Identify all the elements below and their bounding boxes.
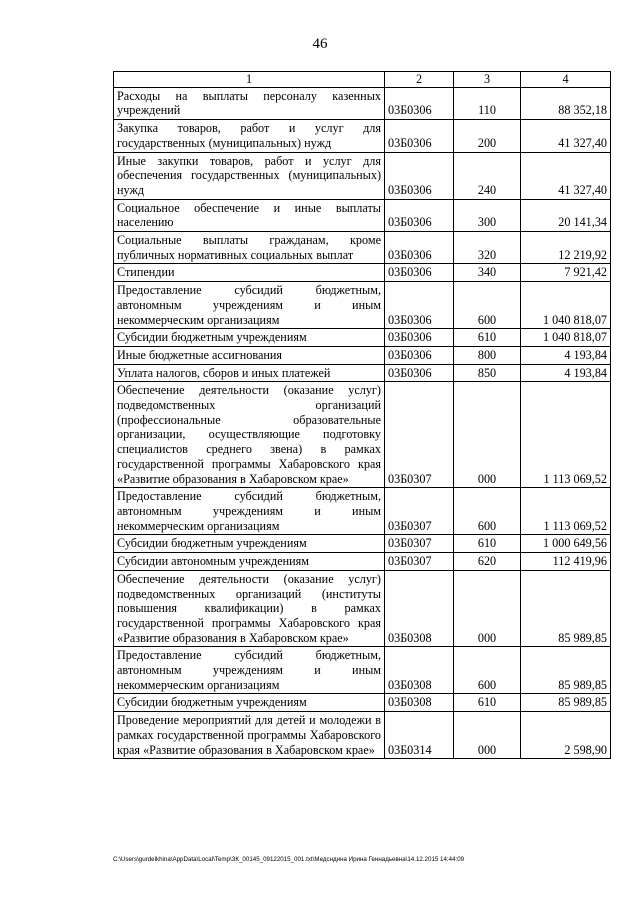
table-row	[114, 199, 611, 231]
row-name-cell: Субсидии бюджетным учреждениям	[114, 694, 385, 712]
table-row	[114, 647, 611, 694]
column-header-code: 2	[385, 72, 454, 88]
table-row	[114, 120, 611, 152]
file-path-footer: C:\Users\gurdelkhina\AppData\Local\Temp\ЗК_00145_09122015_001.txt\Медсндина Ирина Геннадьевна\14.12.2015 14:44:09	[113, 856, 465, 863]
row-amount-cell: 85 989,85	[521, 647, 611, 694]
row-code-cell: 03Б0306	[385, 152, 454, 199]
row-name-cell: Предоставление субсидий бюджетным, автономным учреждениям и иным некоммерческим организациям	[114, 488, 385, 535]
row-type-cell: 610	[454, 694, 521, 712]
row-name-cell: Субсидии автономным учреждениям	[114, 553, 385, 571]
row-type-cell: 110	[454, 87, 521, 119]
table-row	[114, 712, 611, 759]
table-body	[114, 87, 611, 759]
row-type-cell: 240	[454, 152, 521, 199]
row-type-cell: 850	[454, 364, 521, 382]
row-code-cell: 03Б0306	[385, 120, 454, 152]
row-code-cell: 03Б0307	[385, 488, 454, 535]
row-code-cell: 03Б0306	[385, 232, 454, 264]
table-row	[114, 694, 611, 712]
row-amount-cell: 20 141,34	[521, 199, 611, 231]
row-amount-cell: 2 598,90	[521, 712, 611, 759]
table-row	[114, 364, 611, 382]
column-header-amount: 4	[521, 72, 611, 88]
row-name-cell: Социальные выплаты гражданам, кроме публичных нормативных социальных выплат	[114, 232, 385, 264]
row-type-cell: 600	[454, 282, 521, 329]
row-amount-cell: 41 327,40	[521, 152, 611, 199]
table-row	[114, 232, 611, 264]
row-name-cell: Предоставление субсидий бюджетным, автономным учреждениям и иным некоммерческим организациям	[114, 282, 385, 329]
row-amount-cell: 7 921,42	[521, 264, 611, 282]
row-amount-cell: 1 113 069,52	[521, 488, 611, 535]
row-name-cell: Закупка товаров, работ и услуг для государственных (муниципальных) нужд	[114, 120, 385, 152]
row-type-cell: 610	[454, 535, 521, 553]
table-row	[114, 152, 611, 199]
page-number: 46	[312, 36, 328, 52]
row-code-cell: 03Б0308	[385, 570, 454, 647]
row-amount-cell: 1 000 649,56	[521, 535, 611, 553]
row-name-cell: Расходы на выплаты персоналу казенных учреждений	[114, 87, 385, 119]
row-amount-cell: 1 040 818,07	[521, 282, 611, 329]
row-type-cell: 610	[454, 329, 521, 347]
row-amount-cell: 4 193,84	[521, 346, 611, 364]
row-amount-cell: 1 040 818,07	[521, 329, 611, 347]
table-row	[114, 382, 611, 488]
row-name-cell: Уплата налогов, сборов и иных платежей	[114, 364, 385, 382]
table-row	[114, 264, 611, 282]
row-name-cell: Обеспечение деятельности (оказание услуг) подведомственных организаций (институты повышения квалификации) в рамках государственной программы Хабаровского края «Развитие образования в Хабаровском крае»	[114, 570, 385, 647]
row-type-cell: 600	[454, 647, 521, 694]
row-type-cell: 340	[454, 264, 521, 282]
row-name-cell: Иные бюджетные ассигнования	[114, 346, 385, 364]
row-code-cell: 03Б0306	[385, 329, 454, 347]
budget-table	[113, 71, 611, 759]
table-row	[114, 535, 611, 553]
row-type-cell: 620	[454, 553, 521, 571]
table-row	[114, 346, 611, 364]
row-code-cell: 03Б0307	[385, 535, 454, 553]
table-row	[114, 87, 611, 119]
row-type-cell: 000	[454, 382, 521, 488]
column-header-type: 3	[454, 72, 521, 88]
row-code-cell: 03Б0307	[385, 553, 454, 571]
row-amount-cell: 85 989,85	[521, 694, 611, 712]
table-header-row	[114, 72, 611, 88]
row-amount-cell: 41 327,40	[521, 120, 611, 152]
row-name-cell: Проведение мероприятий для детей и молодежи в рамках государственной программы Хабаровского края «Развитие образования в Хабаровском крае»	[114, 712, 385, 759]
row-name-cell: Социальное обеспечение и иные выплаты населению	[114, 199, 385, 231]
row-type-cell: 800	[454, 346, 521, 364]
row-type-cell: 600	[454, 488, 521, 535]
row-type-cell: 000	[454, 712, 521, 759]
row-amount-cell: 12 219,92	[521, 232, 611, 264]
row-type-cell: 200	[454, 120, 521, 152]
row-name-cell: Предоставление субсидий бюджетным, автономным учреждениям и иным некоммерческим организациям	[114, 647, 385, 694]
row-amount-cell: 112 419,96	[521, 553, 611, 571]
row-name-cell: Стипендии	[114, 264, 385, 282]
row-name-cell: Обеспечение деятельности (оказание услуг) подведомственных организаций (профессиональные образовательные организации, осуществляющие подготовку специалистов среднего звена) в рамках государственной программы Хабаровского края «Развитие образования в Хабаровском крае»	[114, 382, 385, 488]
table-row	[114, 488, 611, 535]
row-name-cell: Субсидии бюджетным учреждениям	[114, 329, 385, 347]
row-amount-cell: 85 989,85	[521, 570, 611, 647]
row-name-cell: Субсидии бюджетным учреждениям	[114, 535, 385, 553]
row-amount-cell: 4 193,84	[521, 364, 611, 382]
table-row	[114, 553, 611, 571]
row-type-cell: 320	[454, 232, 521, 264]
row-code-cell: 03Б0306	[385, 87, 454, 119]
table-row	[114, 570, 611, 647]
row-code-cell: 03Б0307	[385, 382, 454, 488]
row-code-cell: 03Б0308	[385, 647, 454, 694]
row-type-cell: 300	[454, 199, 521, 231]
row-amount-cell: 1 113 069,52	[521, 382, 611, 488]
row-amount-cell: 88 352,18	[521, 87, 611, 119]
table-row	[114, 282, 611, 329]
row-code-cell: 03Б0314	[385, 712, 454, 759]
row-code-cell: 03Б0306	[385, 346, 454, 364]
row-code-cell: 03Б0306	[385, 199, 454, 231]
column-header-name: 1	[114, 72, 385, 88]
table-row	[114, 329, 611, 347]
row-name-cell: Иные закупки товаров, работ и услуг для обеспечения государственных (муниципальных) нужд	[114, 152, 385, 199]
row-type-cell: 000	[454, 570, 521, 647]
row-code-cell: 03Б0306	[385, 264, 454, 282]
row-code-cell: 03Б0308	[385, 694, 454, 712]
row-code-cell: 03Б0306	[385, 282, 454, 329]
row-code-cell: 03Б0306	[385, 364, 454, 382]
